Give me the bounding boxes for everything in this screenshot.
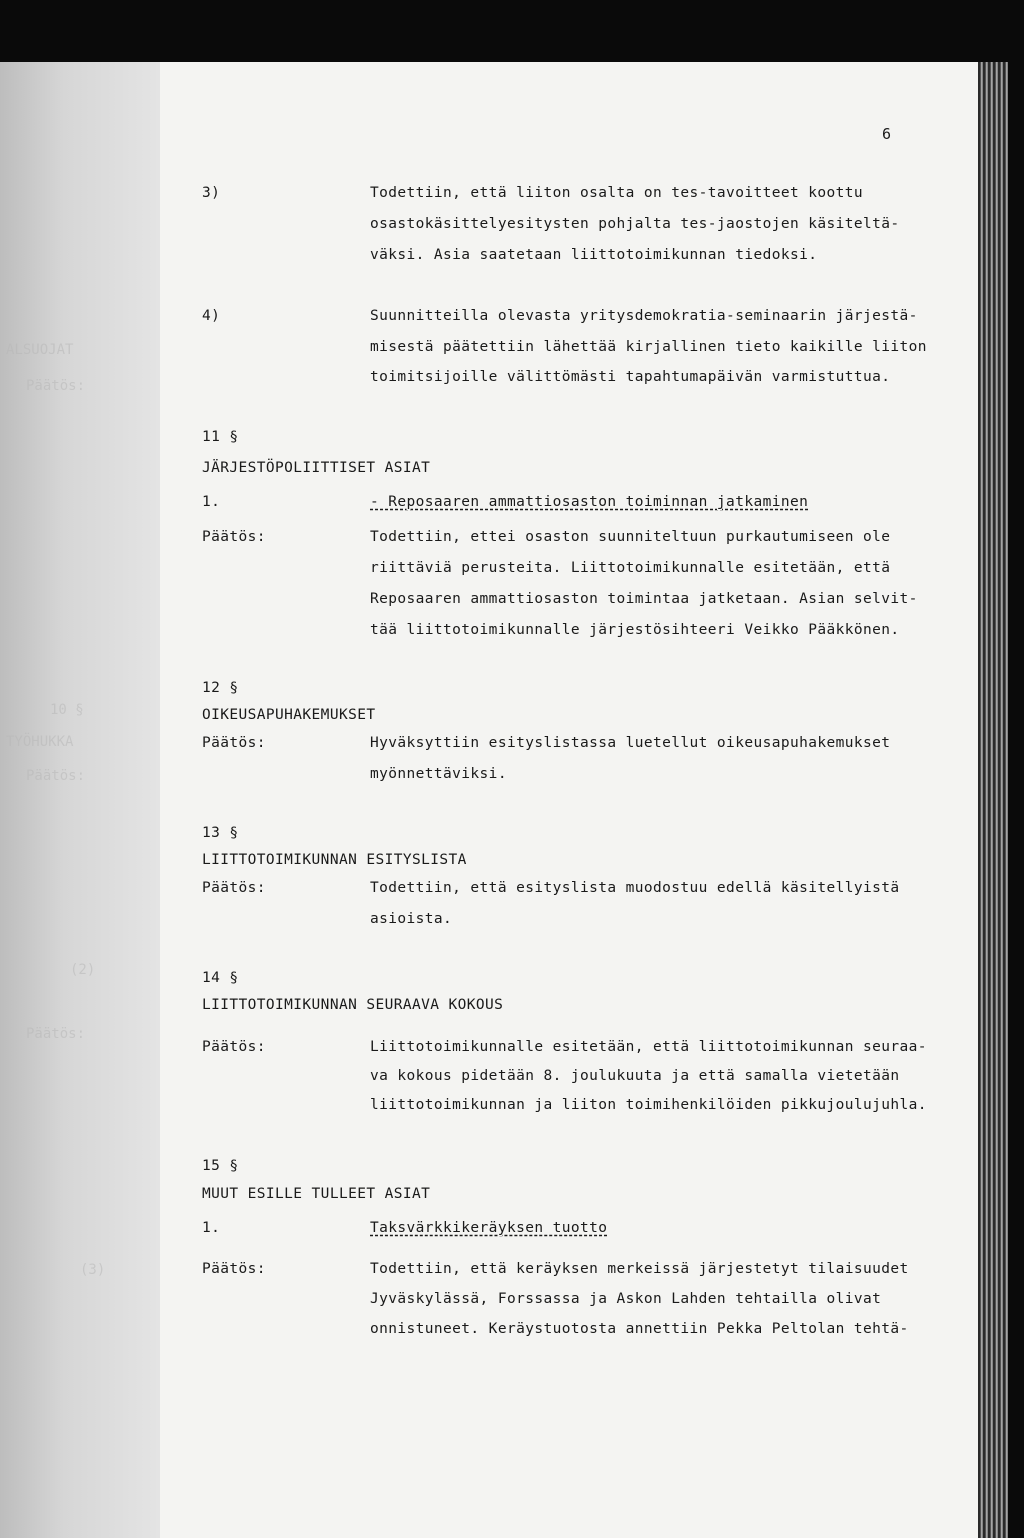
item-number: 1. <box>202 494 221 510</box>
decision-label: Päätös: <box>202 880 266 896</box>
decision-text-line: tää liittotoimikunnalle järjestösihteeri Veikko Pääkkönen. <box>370 622 900 638</box>
section-number: 11 § <box>202 429 239 445</box>
item-text-line: Todettiin, että liiton osalta on tes-tavoitteet koottu <box>370 185 864 201</box>
section-title: JÄRJESTÖPOLIITTISET ASIAT <box>202 460 431 476</box>
section-number: 15 § <box>202 1158 239 1174</box>
facing-page-fragment: 10 § <box>50 702 84 718</box>
decision-label: Päätös: <box>202 1039 266 1055</box>
item-text-line: väksi. Asia saatetaan liittotoimikunnan tiedoksi. <box>370 247 818 263</box>
decision-label: Päätös: <box>202 1261 266 1277</box>
item-title: - Reposaaren ammattiosaston toiminnan jatkaminen <box>370 494 809 510</box>
section-title: OIKEUSAPUHAKEMUKSET <box>202 707 376 723</box>
facing-page-fragment: Päätös: <box>26 378 86 394</box>
page-edge <box>978 62 1008 1538</box>
facing-page-fragment: (3) <box>80 1262 106 1278</box>
decision-text-line: onnistuneet. Keräystuotosta annettiin Pekka Peltolan tehtä- <box>370 1321 909 1337</box>
item-text-line: Suunnitteilla olevasta yritysdemokratia-seminaarin järjestä- <box>370 308 918 324</box>
decision-text-line: Reposaaren ammattiosaston toimintaa jatketaan. Asian selvit- <box>370 591 918 607</box>
decision-text-line: asioista. <box>370 911 453 927</box>
section-number: 13 § <box>202 825 239 841</box>
document-page <box>160 62 978 1538</box>
facing-page <box>0 62 160 1538</box>
decision-label: Päätös: <box>202 735 266 751</box>
section-number: 12 § <box>202 680 239 696</box>
decision-text-line: Todettiin, että keräyksen merkeissä järjestetyt tilaisuudet <box>370 1261 909 1277</box>
decision-text-line: liittotoimikunnan ja liiton toimihenkilöiden pikkujoulujuhla. <box>370 1097 927 1113</box>
item-text-line: misestä päätettiin lähettää kirjallinen tieto kaikille liiton <box>370 339 927 355</box>
decision-text-line: myönnettäviksi. <box>370 766 507 782</box>
facing-page-fragment: Päätös: <box>26 1026 86 1042</box>
item-text-line: osastokäsittelyesitysten pohjalta tes-jaostojen käsiteltä- <box>370 216 900 232</box>
section-title: MUUT ESILLE TULLEET ASIAT <box>202 1186 431 1202</box>
section-title: LIITTOTOIMIKUNNAN SEURAAVA KOKOUS <box>202 997 504 1013</box>
decision-label: Päätös: <box>202 529 266 545</box>
item-label: 4) <box>202 308 221 324</box>
decision-text-line: Jyväskylässä, Forssassa ja Askon Lahden tehtailla olivat <box>370 1291 882 1307</box>
facing-page-fragment: ALSUOJAT <box>6 342 74 358</box>
item-text-line: toimitsijoille välittömästi tapahtumapäivän varmistuttua. <box>370 369 891 385</box>
decision-text-line: Hyväksyttiin esityslistassa luetellut oikeusapuhakemukset <box>370 735 891 751</box>
decision-text-line: va kokous pidetään 8. joulukuuta ja että samalla vietetään <box>370 1068 900 1084</box>
facing-page-fragment: TYÖHUKKA <box>6 734 74 750</box>
item-title: Taksvärkkikeräyksen tuotto <box>370 1220 608 1236</box>
decision-text-line: riittäviä perusteita. Liittotoimikunnalle esitetään, että <box>370 560 891 576</box>
facing-page-fragment: Päätös: <box>26 768 86 784</box>
section-number: 14 § <box>202 970 239 986</box>
section-title: LIITTOTOIMIKUNNAN ESITYSLISTA <box>202 852 467 868</box>
facing-page-fragment: (2) <box>70 962 96 978</box>
item-number: 1. <box>202 1220 221 1236</box>
item-label: 3) <box>202 185 221 201</box>
page-number: 6 <box>882 125 892 143</box>
decision-text-line: Todettiin, ettei osaston suunniteltuun purkautumiseen ole <box>370 529 891 545</box>
decision-text-line: Todettiin, että esityslista muodostuu edellä käsitellyistä <box>370 880 900 896</box>
decision-text-line: Liittotoimikunnalle esitetään, että liittotoimikunnan seuraa- <box>370 1039 927 1055</box>
